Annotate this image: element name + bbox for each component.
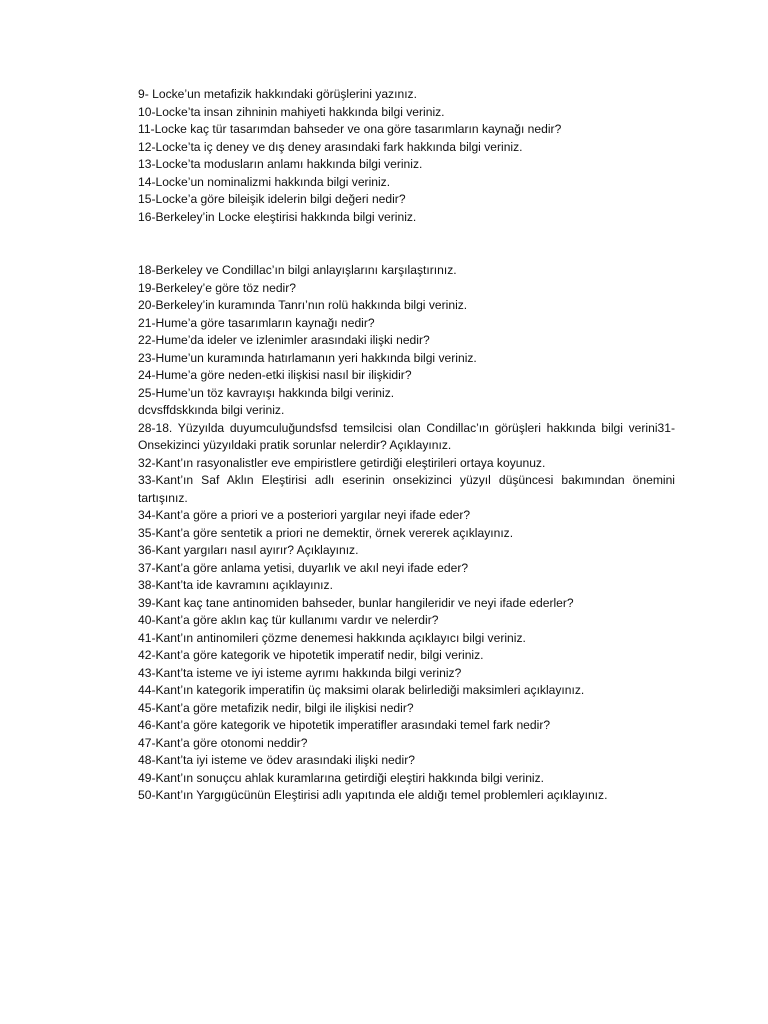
question-line: 20-Berkeley’in kuramında Tanrı’nın rolü hakkında bilgi veriniz. xyxy=(138,298,468,312)
question-block-1 xyxy=(138,86,675,226)
question-line: 12-Locke’ta iç deney ve dış deney arasındaki fark hakkında bilgi veriniz. xyxy=(138,139,523,154)
question-line: dcvsffdskkında bilgi veriniz. xyxy=(138,403,285,417)
question-line: 35-Kant’a göre sentetik a priori ne demektir, örnek vererek açıklayınız. xyxy=(138,525,514,540)
blank-gap xyxy=(138,226,675,262)
question-line: 11-Locke kaç tür tasarımdan bahseder ve ona göre tasarımların kaynağı nedir? xyxy=(138,122,562,136)
question-line: 40-Kant’a göre aklın kaç tür kullanımı vardır ve nelerdir? xyxy=(138,613,439,627)
question-line-wrapped: 33-Kant’ın Saf Aklın Eleştirisi adlı eserinin onsekizinci yüzyıl düşüncesi bakımından önemini tartışınız. xyxy=(138,473,675,505)
question-line: 15-Locke’a göre bileişik idelerin bilgi değeri nedir? xyxy=(138,192,406,206)
question-line: 50-Kant’ın Yargıgücünün Eleştirisi adlı yapıtında ele aldığı temel problemleri açıklayınız. xyxy=(138,788,608,802)
question-line: 39-Kant kaç tane antinomiden bahseder, bunlar hangileridir ve neyi ifade ederler? xyxy=(138,595,574,610)
question-line: 48-Kant’ta iyi isteme ve ödev arasındaki ilişki nedir? xyxy=(138,753,415,767)
question-line: 13-Locke’ta modusların anlamı hakkında bilgi veriniz. xyxy=(138,157,423,171)
question-line: 45-Kant’a göre metafizik nedir, bilgi ile ilişkisi nedir? xyxy=(138,700,414,715)
question-line: 47-Kant’a göre otonomi neddir? xyxy=(138,735,308,750)
question-line: 16-Berkeley’in Locke eleştirisi hakkında bilgi veriniz. xyxy=(138,209,417,224)
question-line: 34-Kant’a göre a priori ve a posteriori yargılar neyi ifade eder? xyxy=(138,508,471,522)
question-line: 18-Berkeley ve Condillac’ın bilgi anlayışlarını karşılaştırınız. xyxy=(138,263,457,277)
question-line: 38-Kant’ta ide kavramını açıklayınız. xyxy=(138,578,333,592)
question-line: 9- Locke’un metafizik hakkındaki görüşlerini yazınız. xyxy=(138,87,417,101)
question-line: 23-Hume’un kuramında hatırlamanın yeri hakkında bilgi veriniz. xyxy=(138,350,477,365)
question-line: 37-Kant’a göre anlama yetisi, duyarlık ve akıl neyi ifade eder? xyxy=(138,560,469,575)
document-page xyxy=(138,86,675,805)
question-line: 41-Kant’ın antinomileri çözme denemesi hakkında açıklayıcı bilgi veriniz. xyxy=(138,630,526,645)
question-line: 22-Hume’da ideler ve izlenimler arasındaki ilişki nedir? xyxy=(138,333,430,347)
question-line: 43-Kant’ta isteme ve iyi isteme ayrımı hakkında bilgi veriniz? xyxy=(138,665,462,680)
question-line: 19-Berkeley’e göre töz nedir? xyxy=(138,280,296,295)
question-line: 32-Kant’ın rasyonalistler eve empiristlere getirdiği eleştirileri ortaya koyunuz. xyxy=(138,455,546,470)
question-line: 24-Hume’a göre neden-etki ilişkisi nasıl bir ilişkidir? xyxy=(138,368,412,382)
question-line: 36-Kant yargıları nasıl ayırır? Açıklayınız. xyxy=(138,543,359,557)
question-block-2 xyxy=(138,262,675,805)
question-line: 42-Kant’a göre kategorik ve hipotetik imperatif nedir, bilgi veriniz. xyxy=(138,648,484,662)
question-line: 44-Kant’ın kategorik imperatifin üç maksimi olarak belirlediği maksimleri açıklayınız. xyxy=(138,683,585,697)
question-line: 49-Kant’ın sonuçcu ahlak kuramlarına getirdiği eleştiri hakkında bilgi veriniz. xyxy=(138,770,545,785)
question-line: 14-Locke’un nominalizmi hakkında bilgi veriniz. xyxy=(138,174,391,189)
question-line: 46-Kant’a göre kategorik ve hipotetik imperatifler arasındaki temel fark nedir? xyxy=(138,718,551,732)
question-line: 25-Hume’un töz kavrayışı hakkında bilgi veriniz. xyxy=(138,385,395,400)
question-line-wrapped: 28-18. Yüzyılda duyumculuğundsfsd temsilcisi olan Condillac’ın görüşleri hakkında bilgi verini31-Onsekizinci yüzyıldaki pratik sorunlar nelerdir? Açıklayınız. xyxy=(138,420,675,452)
question-line: 10-Locke’ta insan zihninin mahiyeti hakkında bilgi veriniz. xyxy=(138,104,445,119)
question-line: 21-Hume’a göre tasarımların kaynağı nedir? xyxy=(138,315,375,330)
